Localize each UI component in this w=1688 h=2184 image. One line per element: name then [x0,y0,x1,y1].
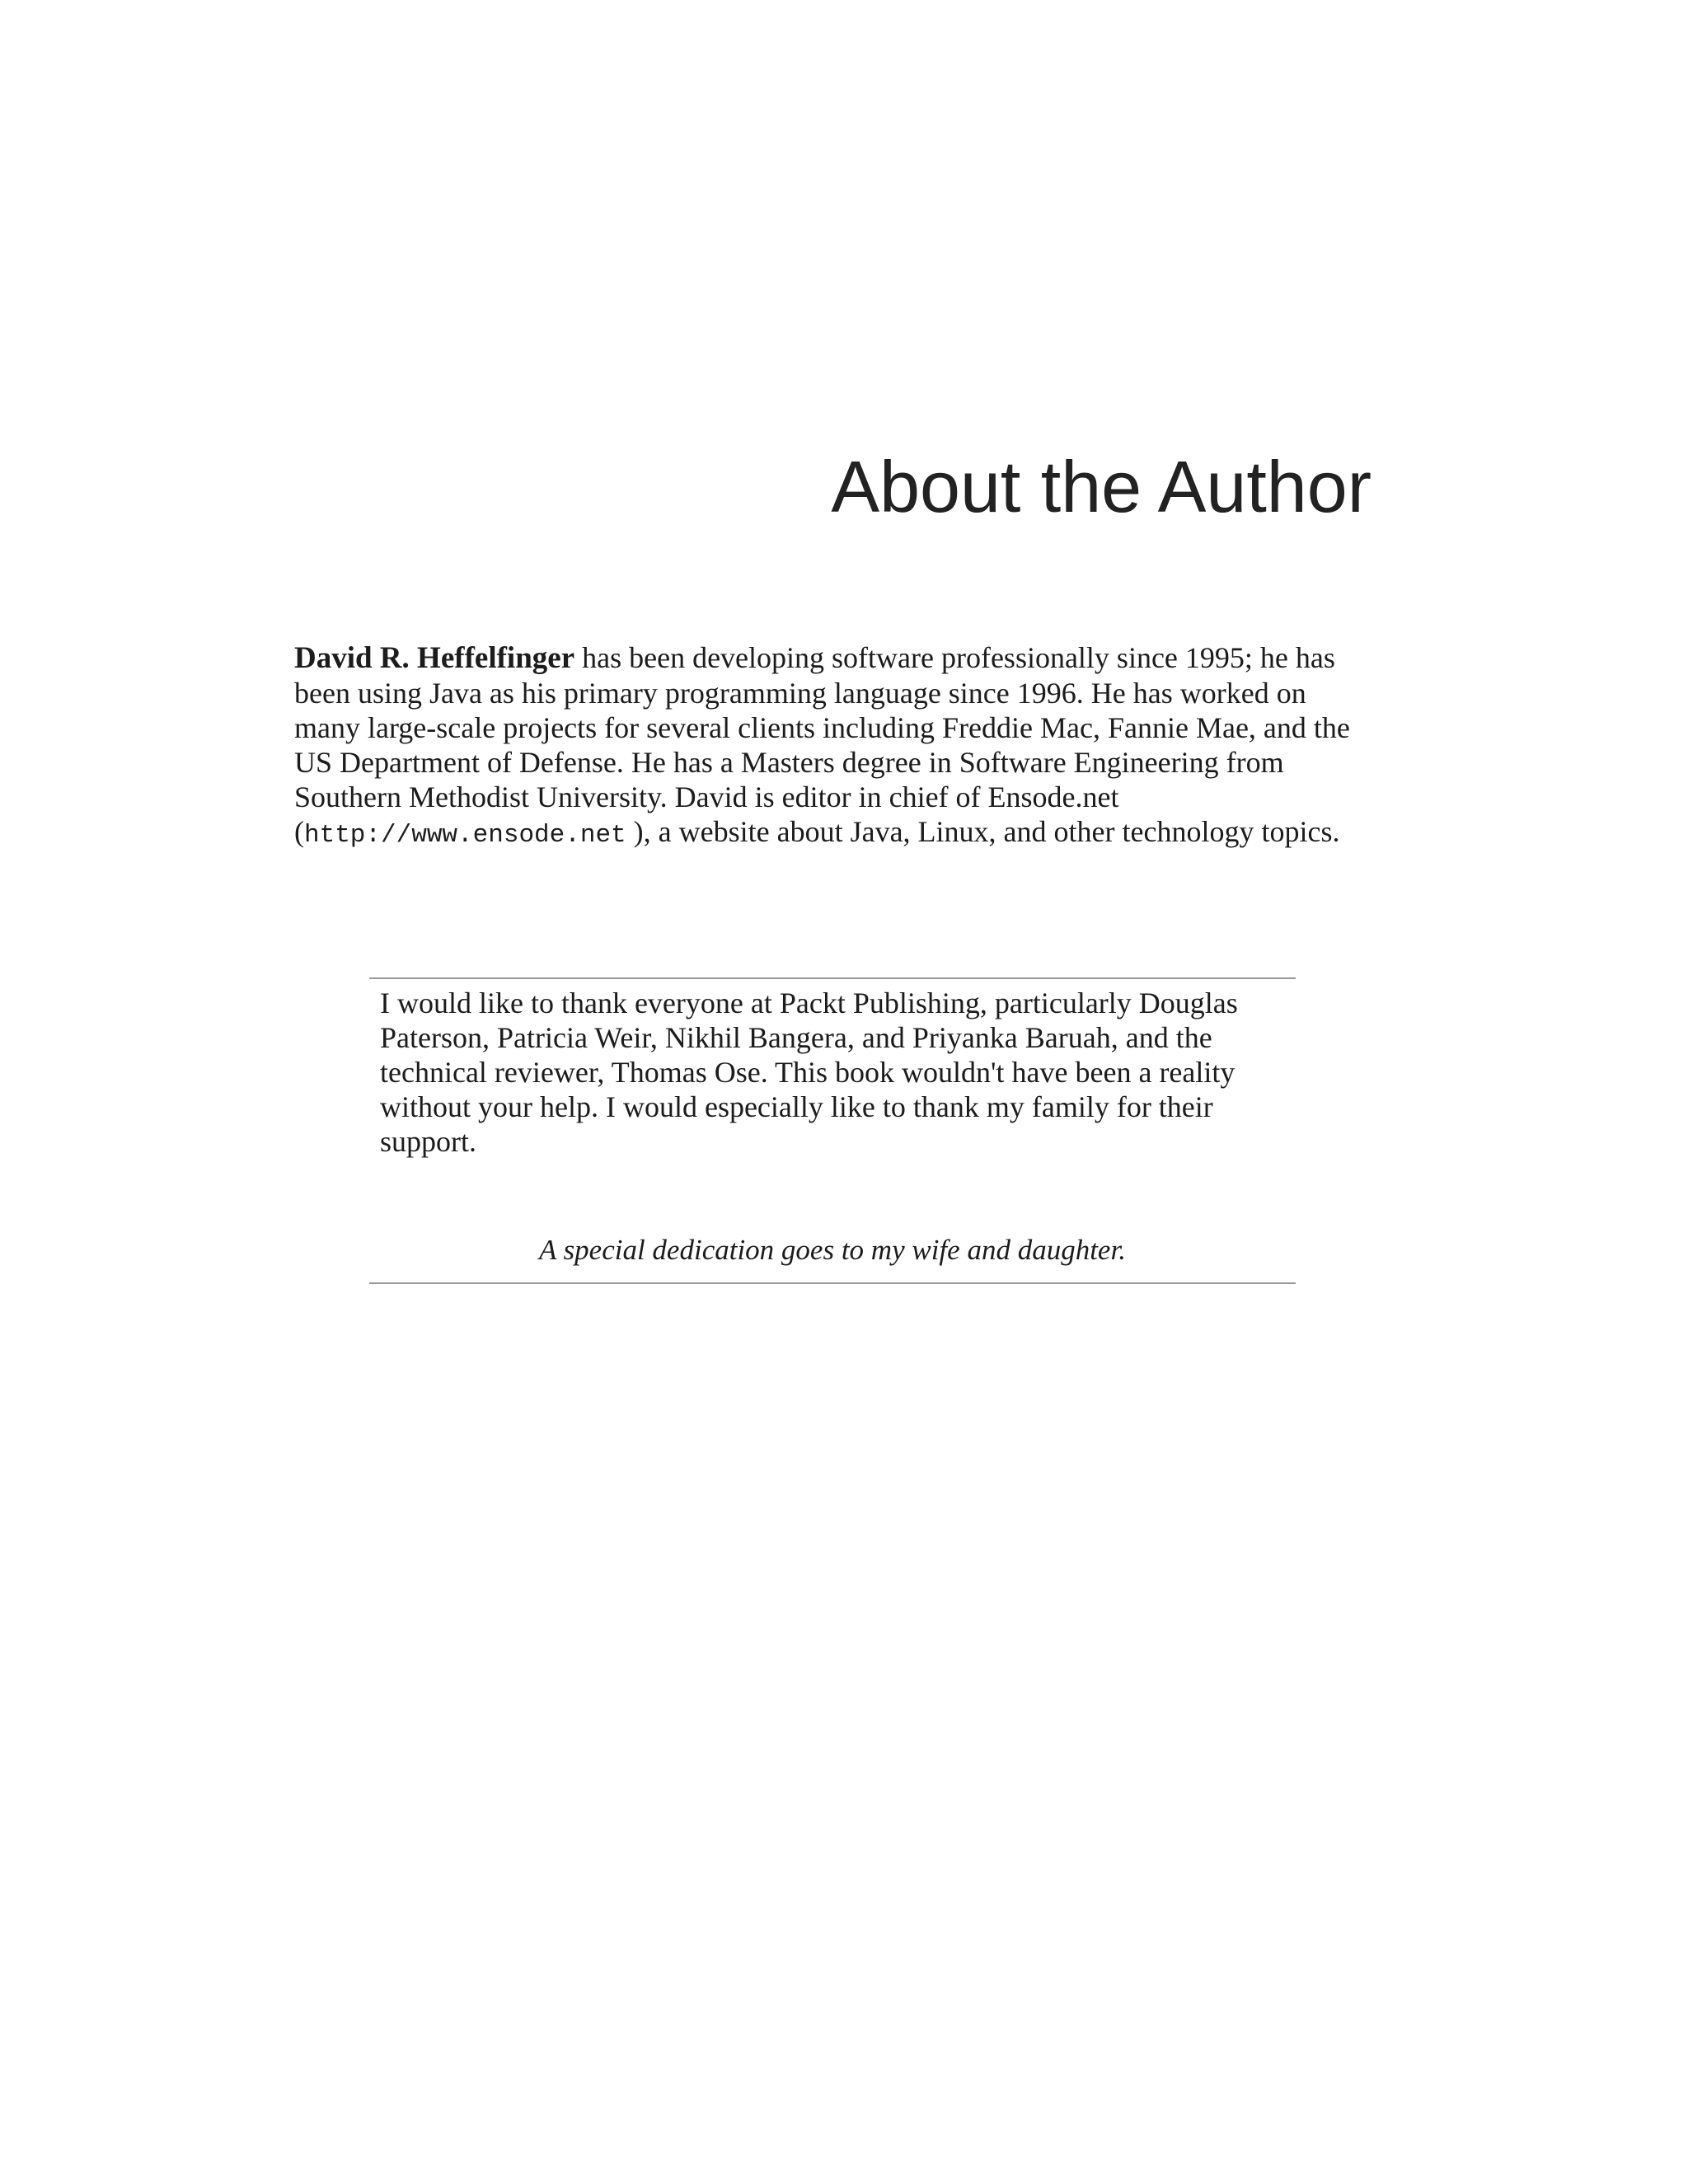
bio-text-part1: has been developing software professionally since 1995; he has been using Java as his primary programming language since 1996. He has worked on many large-scale projects for several clients including Freddie Mac, Fannie Mae, and the US Department of Defense. He has a Masters degree in Software Engineering from Southern Methodist University. David is editor in chief of Ensode.net ( [294,641,1350,848]
website-url: http://www.ensode.net [304,821,626,850]
author-name: David R. Heffelfinger [294,641,575,675]
author-bio [294,640,1366,853]
dedication-text: A special dedication goes to my wife and daughter. [539,1234,1126,1266]
page-title: About the Author [831,446,1372,527]
acknowledgement-box [369,977,1296,1284]
acknowledgement-text: I would like to thank everyone at Packt Publishing, particularly Douglas Paterson, Patricia Weir, Nikhil Bangera, and Priyanka Baruah, and the technical reviewer, Thomas Ose. This book wouldn't have been a reality without your help. I would especially like to thank my family for their support. [380,987,1238,1158]
bio-text-part2: ), a website about Java, Linux, and other technology topics. [626,815,1340,848]
